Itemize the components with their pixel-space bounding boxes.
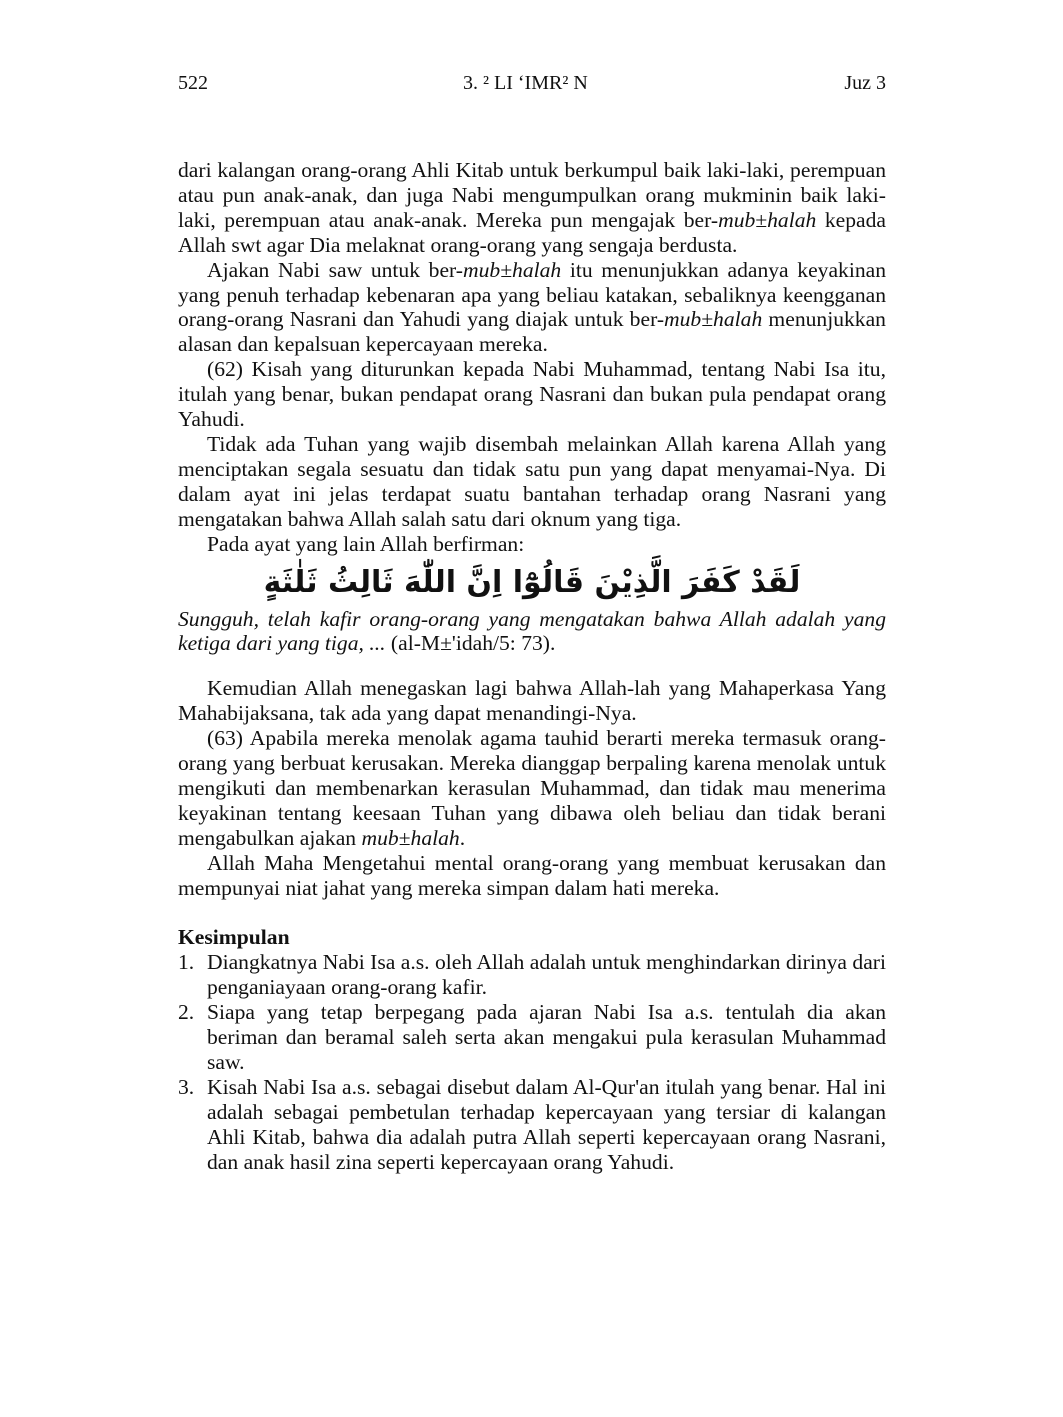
list-item bbox=[178, 1075, 886, 1175]
verse-reference: (al-M±'idah/5: 73). bbox=[385, 631, 556, 656]
page-number: 522 bbox=[178, 72, 208, 94]
italic-term: mub±halah bbox=[361, 825, 460, 850]
paragraph bbox=[178, 158, 886, 258]
item-text: Kisah Nabi Isa a.s. sebagai disebut dalam Al-Qur'an itulah yang benar. Hal ini adalah sebagai pembetulan terhadap kepercayaan yang tersiar di kalangan Ahli Kitab, bahwa dia adalah putra Allah seperti kepercayaan orang Nasrani, dan anak hasil zina seperti kepercayaan orang Yahudi. bbox=[207, 1074, 886, 1174]
paragraph bbox=[178, 258, 886, 358]
text: dari kalangan orang-orang Ahli Kitab untuk berkumpul baik laki-laki, perempuan atau pun anak-anak, dan juga Nabi mengumpulkan orang mukminin baik laki-laki, perempuan atau anak-anak. Mereka pun mengajak ber- bbox=[178, 158, 886, 232]
italic-term: mub±halah bbox=[463, 257, 562, 282]
paragraph: Allah Maha Mengetahui mental orang-orang yang membuat kerusakan dan mempunyai niat jahat yang mereka simpan dalam hati mereka. bbox=[178, 850, 886, 900]
text: Ajakan Nabi saw untuk ber- bbox=[207, 257, 463, 282]
juz-label: Juz 3 bbox=[844, 72, 886, 94]
item-text: Siapa yang tetap berpegang pada ajaran Nabi Isa a.s. tentulah dia akan beriman dan beramal saleh serta akan mengakui pula kerasulan Muhammad saw. bbox=[207, 1000, 886, 1074]
list-item bbox=[178, 950, 886, 1000]
page-header bbox=[178, 72, 886, 98]
translation-text: Sungguh, telah kafir orang-orang yang mengatakan bahwa Allah adalah yang ketiga dari yang tiga, ... bbox=[178, 606, 886, 656]
verse-translation bbox=[178, 607, 886, 657]
text: (63) Apabila mereka menolak agama tauhid berarti mereka termasuk orang-orang yang berbuat kerusakan. Mereka dianggap berpaling karena menolak untuk mengikuti dan membenarkan kerasulan Muhammad, dan tidak mau menerima keyakinan tentang keesaan Tuhan yang dibawa oleh beliau dan tidak berani mengabulkan ajakan bbox=[178, 726, 886, 850]
paragraph: Pada ayat yang lain Allah berfirman: bbox=[207, 531, 525, 556]
section-heading: Kesimpulan bbox=[178, 925, 290, 950]
page-body bbox=[178, 158, 886, 1175]
text: itu menunjukkan adanya keyakinan yang penuh terhadap kebenaran apa yang beliau katakan, sebaliknya keengganan orang-orang Nasrani dan Yahudi yang diajak untuk ber- bbox=[178, 257, 887, 332]
item-number: 3. bbox=[178, 1074, 195, 1099]
item-number: 1. bbox=[178, 950, 195, 975]
conclusion-list bbox=[178, 950, 886, 1174]
paragraph bbox=[178, 726, 886, 851]
running-title: 3. ² LI ‘IMR² N bbox=[463, 72, 588, 94]
item-number: 2. bbox=[178, 1000, 195, 1025]
paragraph: Tidak ada Tuhan yang wajib disembah melainkan Allah karena Allah yang menciptakan segala sesuatu dan tidak satu pun yang dapat menyamai-Nya. Di dalam ayat ini jelas terdapat suatu bantahan terhadap orang Nasrani yang mengatakan bahwa Allah salah satu dari oknum yang tiga. bbox=[178, 431, 886, 531]
paragraph: (62) Kisah yang diturunkan kepada Nabi Muhammad, tentang Nabi Isa itu, itulah yang benar, bukan pendapat orang Nasrani dan bukan pula pendapat orang Yahudi. bbox=[178, 357, 886, 432]
text: kepada Allah swt agar Dia melaknat orang-orang yang sengaja berdusta. bbox=[178, 207, 886, 257]
italic-term: mub±halah bbox=[718, 207, 817, 232]
italic-term: mub±halah bbox=[664, 307, 763, 332]
text: . bbox=[459, 825, 466, 850]
item-text: Diangkatnya Nabi Isa a.s. oleh Allah adalah untuk menghindarkan dirinya dari penganiayaan orang-orang kafir. bbox=[207, 950, 886, 1000]
list-item bbox=[178, 1000, 886, 1075]
arabic-verse: لَقَدْ كَفَرَ الَّذِيْنَ قَالُوْٓا اِنَّ اللّٰهَ ثَالِثُ ثَلٰثَةٍ bbox=[263, 564, 801, 600]
paragraph: Kemudian Allah menegaskan lagi bahwa Allah-lah yang Mahaperkasa Yang Mahabijaksana, tak ada yang dapat menandingi-Nya. bbox=[178, 676, 886, 726]
text: menunjukkan alasan dan kepalsuan kepercayaan mereka. bbox=[178, 307, 886, 357]
